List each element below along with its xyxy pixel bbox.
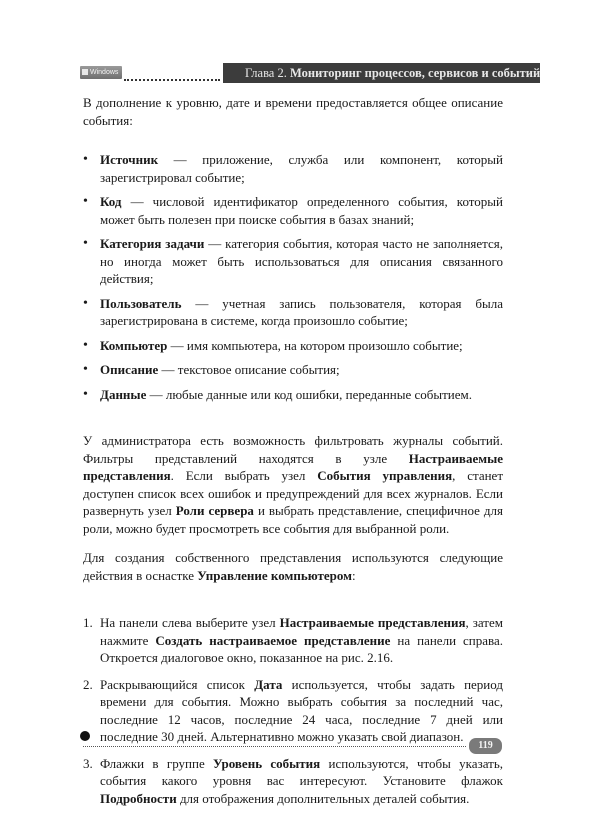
list-item (83, 337, 503, 355)
field-desc: — любые данные или код ошибки, переданные событием. (146, 386, 473, 402)
field-desc: — текстовое описание события; (158, 362, 340, 377)
field-desc: — приложение, служба или компонент, который зарегистрировал событие; (100, 152, 503, 185)
list-item (83, 295, 503, 330)
step-number: 2. (83, 676, 93, 692)
field-desc: — категория события, которая часто не заполняется, но иногда может быть использоваться для описания связанного действия; (100, 236, 504, 286)
steps-list (83, 614, 503, 807)
ui-term: Дата (254, 676, 283, 692)
ui-term: Настраиваемые представления (279, 615, 466, 630)
filter-paragraph (83, 432, 503, 537)
list-item (83, 151, 503, 186)
ui-term: Подробности (100, 790, 177, 806)
field-term: Пользователь (100, 295, 182, 311)
text: На панели слева выберите узел (100, 615, 280, 630)
footer-divider (83, 746, 466, 747)
field-term: Код (100, 194, 122, 209)
text: Флажки в группе (100, 755, 214, 771)
text: используются, чтобы указать, события какого уровня вас интересуют. Установите флажок (100, 755, 503, 788)
text: , станет доступен список всех ошибок и предупреждений для всех журналов. Если развернуть узел (83, 468, 504, 518)
step-item (83, 614, 503, 667)
header-divider (124, 79, 220, 81)
ui-term: Уровень события (213, 755, 321, 771)
list-item (83, 386, 503, 404)
windows-logo (80, 66, 122, 79)
field-term: Источник (100, 152, 159, 167)
step-item (83, 755, 503, 808)
chapter-prefix: Глава 2. (245, 66, 287, 80)
text: , затем нажмите (100, 615, 503, 648)
text: для отображения дополнительных деталей события. (176, 790, 470, 806)
list-item (83, 361, 503, 379)
text: на панели справа. Откроется диалоговое окно, показанное на рис. 2.16. (100, 632, 504, 665)
list-item (83, 235, 503, 288)
ui-term: События управления (317, 468, 453, 483)
text: и выбрать представление, специфичное для роли, можно будет просмотреть все события для выбранной роли. (83, 503, 503, 536)
text: Раскрывающийся список (100, 676, 255, 692)
page-footer (80, 735, 502, 755)
text: Для создания собственного представления используются следующие действия в оснастке (83, 550, 503, 583)
chapter-title (223, 63, 540, 83)
page-body (83, 94, 503, 816)
running-header (80, 63, 540, 83)
page-number: 119 (469, 738, 502, 754)
chapter-name: Мониторинг процессов, сервисов и событий (289, 66, 541, 80)
text: У администратора есть возможность фильтровать журналы событий. Фильтры представлений находятся в узле (83, 433, 503, 466)
field-term: Компьютер (100, 337, 168, 353)
field-term: Описание (100, 362, 159, 377)
ui-term: Создать настраиваемое представление (155, 632, 391, 648)
text: . Если выбрать узел (170, 468, 318, 483)
text: : (351, 567, 356, 583)
field-term: Категория задачи (100, 236, 205, 251)
text: используется, чтобы задать период времени для события. Можно выбрать события за последний час, последние 12 часов, последние 24 часа, последние 7 дней или последние 30 дней. Альтернативно можно указать свой диапазон. (100, 676, 503, 744)
field-desc: — имя компьютера, на котором произошло событие; (167, 337, 463, 353)
step-number: 1. (83, 615, 93, 630)
ui-term: Настраиваемые представления (83, 450, 503, 483)
intro-paragraph: В дополнение к уровню, дате и времени предоставляется общее описание события: (83, 95, 503, 128)
event-fields-list (83, 151, 503, 403)
windows-flag-icon (82, 69, 88, 75)
list-item (83, 193, 503, 228)
ui-term: Роли сервера (175, 503, 254, 518)
logo-text: Windows (90, 69, 119, 76)
ui-term: Управление компьютером (197, 567, 352, 583)
create-view-paragraph (83, 549, 503, 584)
field-term: Данные (100, 386, 147, 402)
field-desc: — числовой идентификатор определенного события, который может быть полезен при поиске события в базах знаний; (100, 194, 503, 227)
bullet-marker-icon (80, 731, 90, 741)
field-desc: — учетная запись пользователя, которая была зарегистрирована в системе, когда произошло событие; (100, 295, 503, 328)
step-number: 3. (83, 755, 93, 771)
